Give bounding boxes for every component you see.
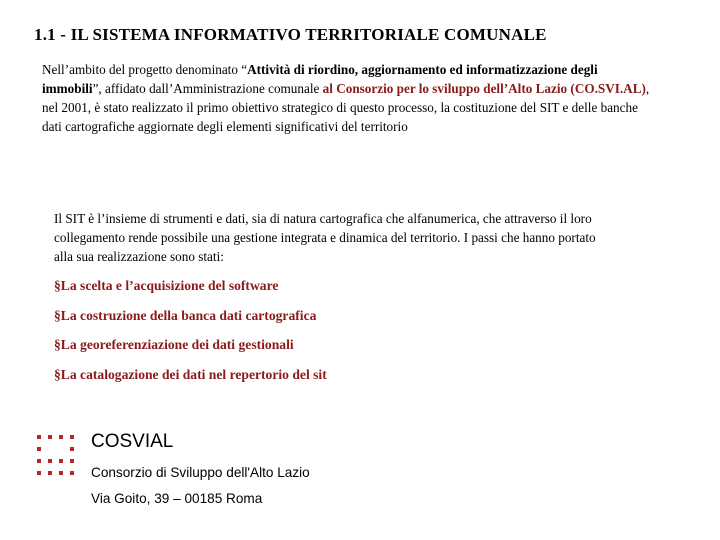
project-name: Attività di riordino, aggiornamento ed informatizzazione degli immobili [42,62,598,96]
consortium-name: al Consorzio per lo sviluppo dell’Alto Lazio (CO.SVI.AL) [322,81,646,96]
brand-name: COSVIAL [91,431,174,452]
list-item [54,306,327,336]
bullet-icon: § [54,337,61,352]
step-label: La georeferenziazione dei dati gestionali [60,337,294,352]
intro-text-1: Nell’ambito del progetto denominato “ [42,62,248,77]
bullet-icon: § [54,278,61,293]
list-item [54,276,327,306]
sit-paragraph: Il SIT è l’insieme di strumenti e dati, sia di natura cartografica che alfanumerica, che attraverso il loro collegamento rende possibile una gestione integrata e dinamica del territorio. I passi che hanno portato alla sua realizzazione sono stati: [54,211,596,264]
bullet-icon: § [54,307,61,323]
bullet-icon: § [54,366,61,382]
page-title: 1.1 - IL SISTEMA INFORMATIVO TERRITORIALE COMUNALE [34,25,547,44]
list-item [54,365,327,395]
step-label: La scelta e l’acquisizione del software [60,278,279,293]
intro-text-2: ”, affidato dall’Amministrazione comunale [92,81,323,96]
brand-subtitle: Consorzio di Sviluppo dell'Alto Lazio [91,465,310,480]
brand-address: Via Goito, 39 – 00185 Roma [91,491,263,506]
dot-grid-logo-icon [36,434,76,478]
intro-text-3: , nel 2001, è stato realizzato il primo obiettivo strategico di questo processo, la costituzione del SIT e delle banche dati cartografiche aggiornate degli elementi significativi del territorio [42,81,650,134]
steps-list [54,276,327,394]
step-label: La costruzione della banca dati cartografica [60,307,317,323]
intro-paragraph [42,60,650,136]
list-item [54,335,327,365]
step-label: La catalogazione dei dati nel repertorio del sit [60,366,327,382]
